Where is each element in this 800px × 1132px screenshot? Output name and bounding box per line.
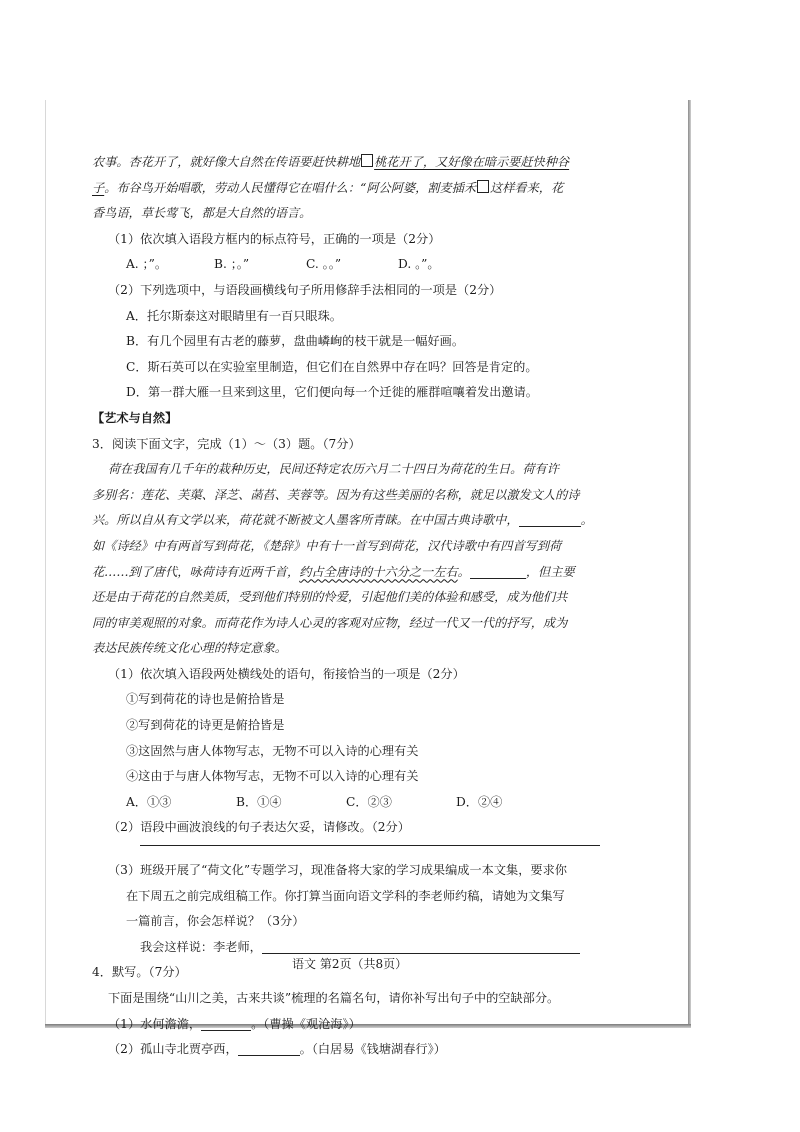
passage-text: 这样看来，花 bbox=[490, 180, 564, 195]
q3-sub2-stem: （2）语段中画波浪线的句子表达欠妥，请修改。（2分） bbox=[108, 820, 410, 835]
q4-item-2 bbox=[92, 1037, 612, 1063]
option-c: C. 。。” bbox=[306, 257, 342, 272]
q3-sub1-stem: （1）依次填入语段两处横线处的语句，衔接恰当的一项是（2分） bbox=[108, 666, 465, 681]
fill-blank bbox=[201, 1016, 251, 1031]
passage-text: 。 bbox=[580, 513, 593, 528]
q2-sub2-option-a: A．托尔斯泰这对眼睛里有一百只眼珠。 bbox=[126, 308, 342, 323]
q2-sub2-stem: （2）下列选项中，与语段画横线句子所用修辞手法相同的一项是（2分） bbox=[108, 282, 502, 297]
answer-line bbox=[140, 845, 600, 846]
q3-sub1-item-4: ④这由于与唐人体物写志，无物不可以入诗的心理有关 bbox=[126, 769, 419, 784]
q3-sub3-line-1: （3）班级开展了“荷文化”专题学习，现准备将大家的学习成果编成一本文集，要求你 bbox=[108, 863, 567, 878]
poem-line: （1）水何澹澹， bbox=[108, 1016, 202, 1031]
q3-passage-line: 多别名：莲花、芙蕖、泽芝、菡萏、芙蓉等。因为有这些美丽的名称，就足以激发文人的诗 bbox=[92, 487, 580, 502]
passage-line-1 bbox=[92, 150, 612, 176]
poem-line: （2）孤山寺北贾亭西， bbox=[108, 1042, 238, 1057]
passage-line-3: 香鸟语，草长莺飞，都是大自然的语言。 bbox=[92, 206, 312, 221]
wavy-underlined-sentence: 约占全唐诗的十六分之一左右 bbox=[299, 564, 458, 579]
punctuation-box bbox=[477, 180, 489, 193]
underlined-sentence: 桃花开了，又好像在暗示要赶快种谷 bbox=[374, 155, 570, 169]
q3-stem: 3．阅读下面文字，完成（1）～（3）题。（7分） bbox=[92, 436, 361, 451]
answer-prompt: 我会这样说：李老师， bbox=[140, 939, 262, 954]
passage-text: ，但主要 bbox=[525, 564, 575, 579]
poem-source: 。（白居易《钱塘湖春行》） bbox=[299, 1042, 446, 1057]
option-a: A. ；”。 bbox=[126, 257, 168, 272]
q3-sub1-options bbox=[92, 790, 612, 816]
option-b: B. ；。” bbox=[214, 257, 250, 272]
option-c: C．②③ bbox=[346, 794, 392, 809]
section-heading: 【艺术与自然】 bbox=[92, 410, 178, 425]
q4-intro: 下面是围绕“山川之美，古来共谈”梳理的名篇名句，请你补写出句子中的空缺部分。 bbox=[108, 991, 560, 1005]
q3-passage-line: 还是由于荷花的自然美质，受到他们特别的怜爱，引起他们美的体验和感受，成为他们共 bbox=[92, 590, 568, 605]
scan-edge-right bbox=[688, 100, 691, 1026]
q3-sub1-item-1: ①写到荷花的诗也是俯拾皆是 bbox=[126, 692, 285, 707]
q3-sub1-item-2: ②写到荷花的诗更是俯拾皆是 bbox=[126, 718, 285, 733]
answer-blank bbox=[262, 939, 580, 954]
fill-blank-2 bbox=[470, 564, 526, 579]
option-d: D. 。”。 bbox=[398, 257, 440, 272]
fill-blank bbox=[238, 1041, 300, 1056]
q2-sub1-stem: （1）依次填入语段方框内的标点符号，正确的一项是（2分） bbox=[108, 231, 441, 246]
page-footer: 语文 第2页（共8页） bbox=[292, 957, 408, 971]
passage-text: 农事。杏花开了，就好像大自然在传语要赶快耕地 bbox=[92, 155, 361, 169]
fill-blank-1 bbox=[519, 512, 581, 527]
underlined-sentence-end: 子 bbox=[92, 180, 105, 195]
passage-line-2 bbox=[92, 176, 612, 202]
option-b: B．①④ bbox=[236, 794, 282, 809]
q2-sub2-option-d: D．第一群大雁一旦来到这里，它们便向每一个迁徙的雁群喧嚷着发出邀请。 bbox=[126, 385, 538, 400]
exam-page bbox=[92, 150, 612, 1063]
q3-passage-line bbox=[92, 560, 612, 586]
option-d: D．②④ bbox=[456, 794, 503, 809]
q3-passage-line: 同的审美观照的对象。而荷花作为诗人心灵的客观对应物，经过一代又一代的抒写，成为 bbox=[92, 615, 568, 630]
poem-source: 。（曹操《观沧海》） bbox=[251, 1016, 361, 1031]
q3-sub1-item-3: ③这固然与唐人体物写志，无物不可以入诗的心理有关 bbox=[126, 743, 419, 758]
passage-text: 。 bbox=[457, 564, 470, 579]
q3-sub3-line-3: 一篇前言，你会怎样说？（3分） bbox=[126, 914, 305, 929]
q3-passage-line: 如《诗经》中有两首写到荷花，《楚辞》中有十一首写到荷花，汉代诗歌中有四首写到荷 bbox=[92, 538, 562, 553]
q3-passage-line: 荷在我国有几千年的栽种历史，民间还特定农历六月二十四日为荷花的生日。荷有许 bbox=[108, 462, 559, 477]
q2-sub1-options bbox=[92, 252, 612, 278]
q4-stem: 4．默写。（7分） bbox=[92, 965, 187, 980]
q3-passage-line bbox=[92, 508, 612, 534]
q2-sub2-option-c: C．斯石英可以在实验室里制造，但它们在自然界中存在吗？回答是肯定的。 bbox=[126, 359, 538, 374]
passage-text: 。布谷鸟开始唱歌，劳动人民懂得它在唱什么：“阿公阿婆，割麦插禾 bbox=[104, 180, 477, 195]
option-a: A．①③ bbox=[126, 794, 172, 809]
q4-item-1 bbox=[92, 1012, 612, 1038]
passage-text: 兴。所以自从有文学以来，荷花就不断被文人墨客所青睐。在中国古典诗歌中， bbox=[92, 513, 519, 528]
punctuation-box bbox=[361, 154, 373, 167]
q3-sub3-line-2: 在下周五之前完成组稿工作。你打算当面向语文学科的李老师约稿，请她为文集写 bbox=[126, 888, 565, 903]
q3-passage-line: 表达民族传统文化心理的特定意象。 bbox=[92, 641, 287, 656]
q2-sub2-option-b: B．有几个园里有古老的藤萝，盘曲嶙峋的枝干就是一幅好画。 bbox=[126, 334, 465, 349]
passage-text: 花……到了唐代，咏荷诗有近两千首， bbox=[92, 564, 300, 579]
scan-edge-left bbox=[45, 100, 46, 1026]
